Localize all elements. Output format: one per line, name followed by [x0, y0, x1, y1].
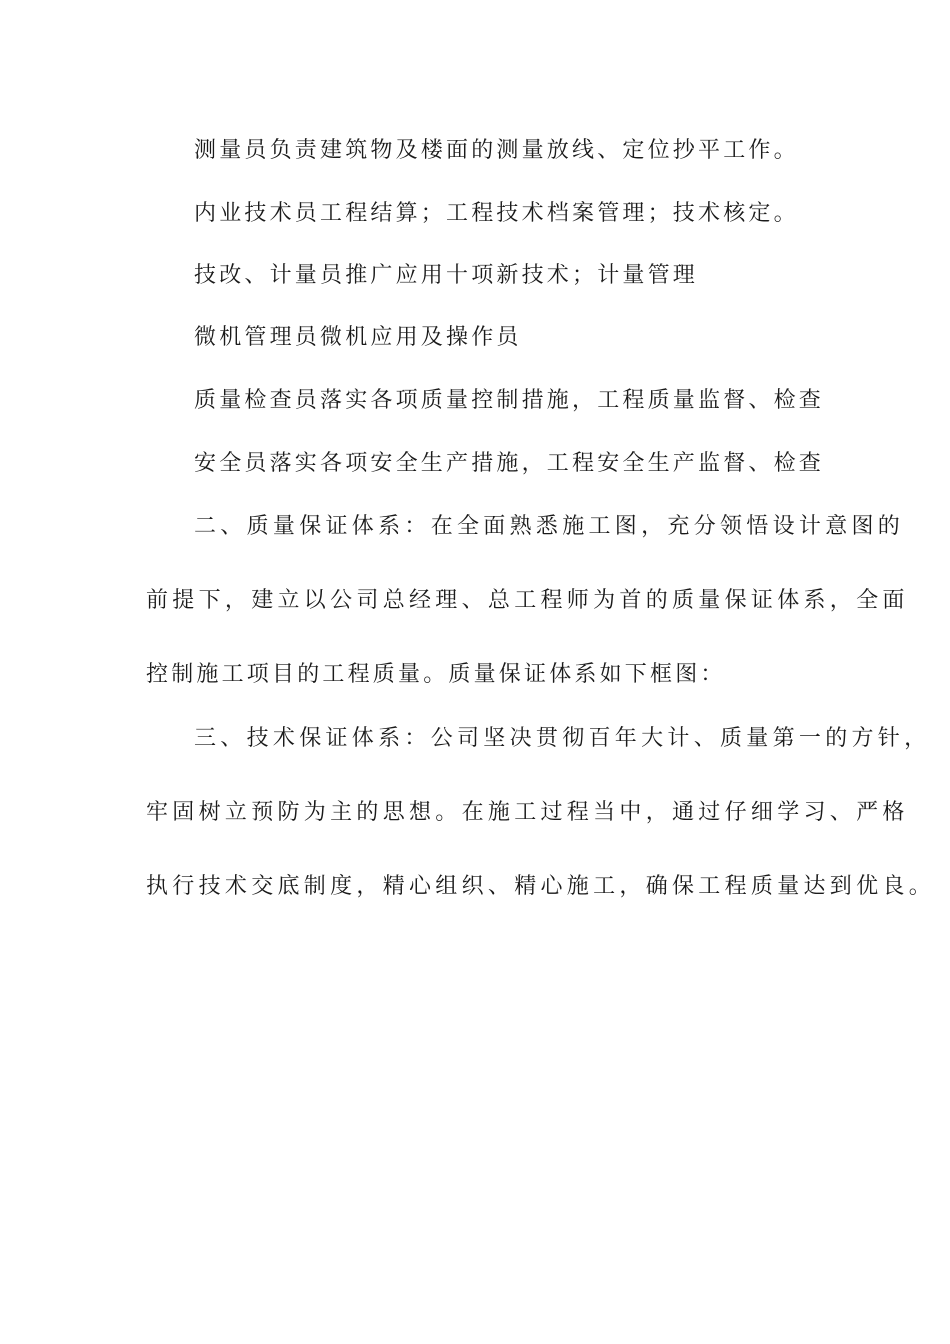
- role-line-metrology: 技改、计量员推广应用十项新技术；计量管理: [194, 263, 699, 288]
- quality-system-line-2: 前提下，建立以公司总经理、总工程师为首的质量保证体系，全面: [146, 588, 909, 613]
- role-line-computer-admin: 微机管理员微机应用及操作员: [194, 325, 522, 350]
- quality-system-line-3: 控制施工项目的工程质量。质量保证体系如下框图：: [146, 662, 726, 687]
- technical-system-line-1: 三、技术保证体系：公司坚决贯彻百年大计、质量第一的方针，: [194, 726, 931, 751]
- role-line-surveyor: 测量员负责建筑物及楼面的测量放线、定位抄平工作。: [194, 138, 799, 163]
- quality-system-line-1: 二、质量保证体系：在全面熟悉施工图，充分领悟设计意图的: [194, 514, 905, 539]
- role-line-quality-inspector: 质量检查员落实各项质量控制措施，工程质量监督、检查: [194, 388, 825, 413]
- role-line-safety-officer: 安全员落实各项安全生产措施，工程安全生产监督、检查: [194, 451, 825, 476]
- role-line-office-technician: 内业技术员工程结算；工程技术档案管理；技术核定。: [194, 201, 799, 226]
- technical-system-line-3: 执行技术交底制度，精心组织、精心施工，确保工程质量达到优良。: [146, 874, 936, 899]
- technical-system-line-2: 牢固树立预防为主的思想。在施工过程当中，通过仔细学习、严格: [146, 800, 909, 825]
